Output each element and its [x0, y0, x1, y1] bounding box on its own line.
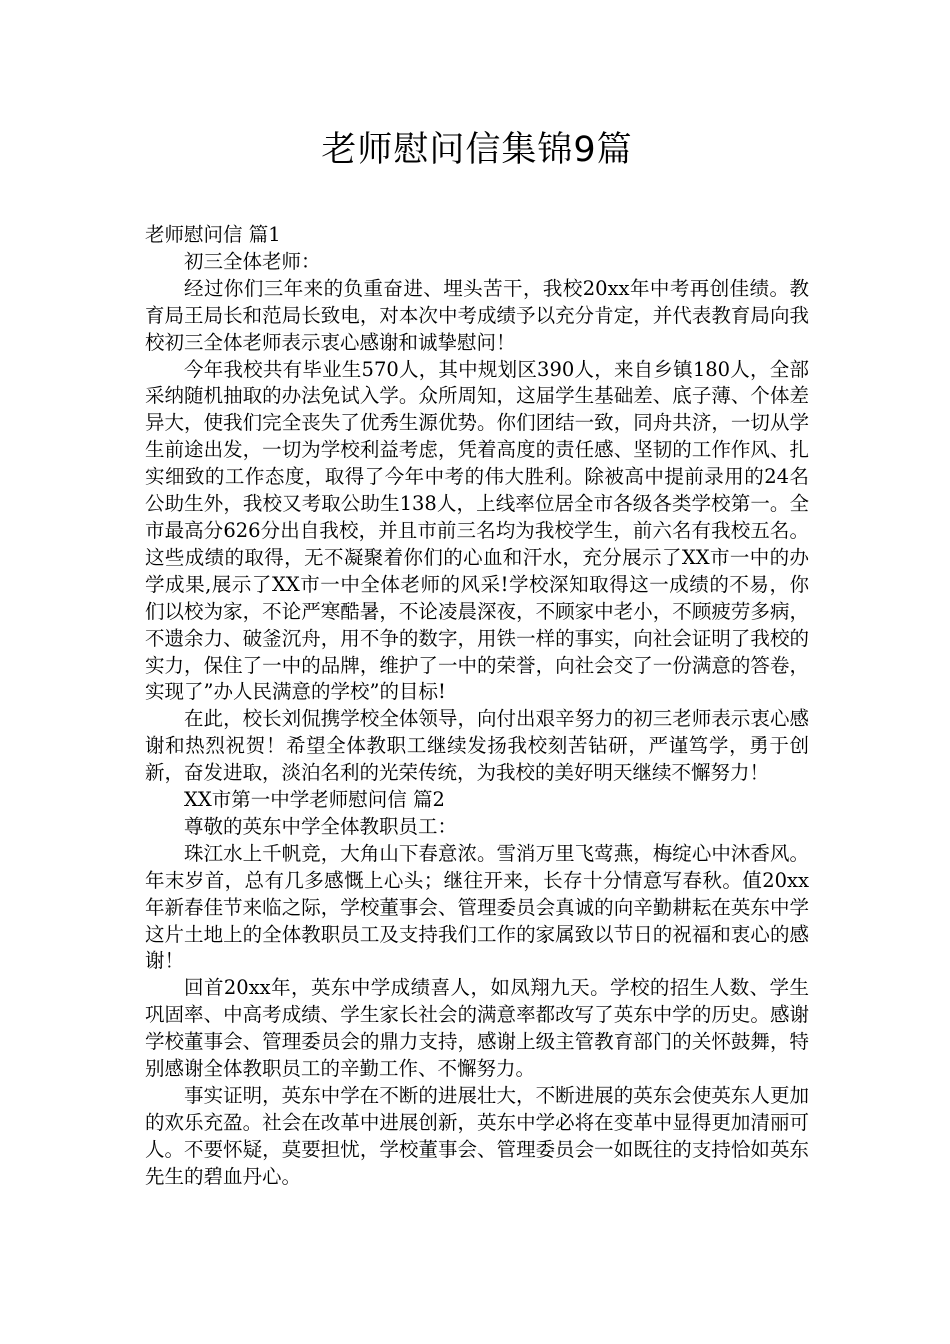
- body-paragraph: 在此，校长刘侃携学校全体领导，向付出艰辛努力的初三老师表示衷心感谢和热烈祝贺！希望全体教职工继续发扬我校刻苦钻研，严谨笃学，勇于创新，奋发进取，淡泊名利的光荣传统，为我校的美好明天继续不懈努力！: [145, 707, 809, 785]
- salutation-2: 尊敬的英东中学全体教职员工：: [184, 814, 458, 838]
- body-paragraph: 经过你们三年来的负重奋进、埋头苦干，我校20xx年中考再创佳绩。教育局王局长和范局长致电，对本次中考成绩予以充分肯定，并代表教育局向我校初三全体老师表示衷心感谢和诚挚慰问！: [145, 276, 809, 354]
- document-title: 老师慰问信集锦9篇: [321, 130, 633, 170]
- document-body: [145, 222, 809, 1191]
- body-paragraph: 今年我校共有毕业生570人，其中规划区390人，来自乡镇180人，全部采纳随机抽取的办法免试入学。众所周知，这届学生基础差、底子薄、个体差异大，使我们完全丧失了优秀生源优势。你们团结一致，同舟共济，一切从学生前途出发，一切为学校利益考虑，凭着高度的责任感、坚韧的工作作风、扎实细致的工作态度，取得了今年中考的伟大胜利。除被高中提前录用的24名公助生外，我校又考取公助生138人，上线率位居全市各级各类学校第一。全市最高分626分出自我校，并且市前三名均为我校学生，前六名有我校五名。这些成绩的取得，无不凝聚着你们的心血和汗水，充分展示了XX市一中的办学成果,展示了XX市一中全体老师的风采!学校深知取得这一成绩的不易，你们以校为家，不论严寒酷暑，不论凌晨深夜，不顾家中老小，不顾疲劳多病，不遗余力、破釜沉舟，用不争的数字，用铁一样的事实，向社会证明了我校的实力，保住了一中的品牌，维护了一中的荣誉，向社会交了一份满意的答卷，实现了”办人民满意的学校”的目标!: [145, 357, 809, 704]
- body-paragraph: 事实证明，英东中学在不断的进展壮大，不断进展的英东会使英东人更加的欢乐充盈。社会在改革中进展创新，英东中学必将在变革中显得更加清丽可人。不要怀疑，莫要担忧，学校董事会、管理委员会一如既往的支持恰如英东先生的碧血丹心。: [145, 1084, 809, 1188]
- body-paragraph: 回首20xx年，英东中学成绩喜人，如凤翔九天。学校的招生人数、学生巩固率、中高考成绩、学生家长社会的满意率都改写了英东中学的历史。感谢学校董事会、管理委员会的鼎力支持，感谢上级主管教育部门的关怀鼓舞，特别感谢全体教职员工的辛勤工作、不懈努力。: [145, 976, 809, 1081]
- body-paragraph: 珠江水上千帆竞，大角山下春意浓。雪消万里飞莺燕，梅绽心中沐香风。年末岁首，总有几多感慨上心头；继往开来，长存十分情意写春秋。值20xx年新春佳节来临之际，学校董事会、管理委员会真诚的向辛勤耕耘在英东中学这片土地上的全体教职员工及支持我们工作的家属致以节日的祝福和衷心的感谢！: [145, 841, 809, 973]
- section-heading-2: XX市第一中学老师慰问信 篇2: [184, 788, 445, 812]
- section-heading-1: 老师慰问信 篇1: [145, 223, 281, 246]
- salutation-1: 初三全体老师：: [184, 249, 321, 273]
